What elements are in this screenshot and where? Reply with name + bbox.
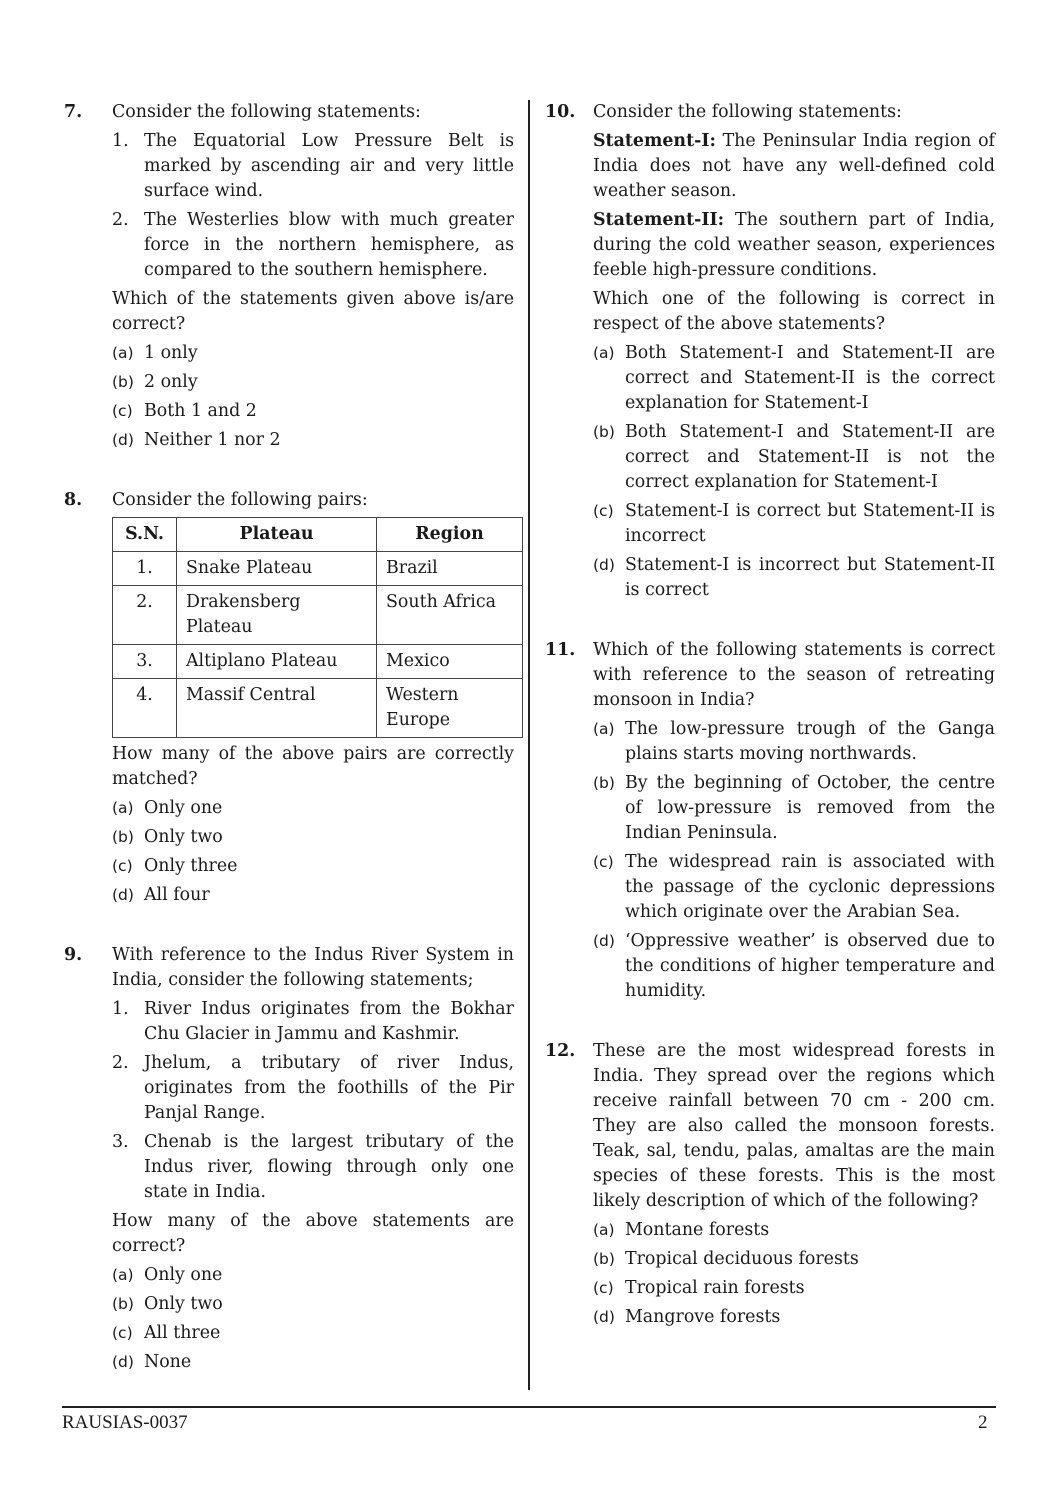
table-cell: South Africa bbox=[377, 586, 523, 645]
statement-list bbox=[112, 129, 514, 283]
option-text: All three bbox=[144, 1323, 221, 1343]
option-text: By the beginning of October, the centre of low-pressure is removed from the Indian Peninsula. bbox=[625, 773, 995, 843]
question-11 bbox=[545, 638, 995, 1004]
question-stem: Consider the following statements: bbox=[112, 102, 421, 122]
question-7 bbox=[64, 100, 514, 453]
option-letter: (c) bbox=[593, 502, 614, 520]
option-letter: (d) bbox=[112, 431, 134, 449]
option-c bbox=[593, 499, 995, 549]
pairs-table bbox=[112, 517, 523, 738]
option-text: 2 only bbox=[144, 372, 198, 392]
option-text: The low-pressure trough of the Ganga plains starts moving northwards. bbox=[625, 719, 995, 764]
statement-item bbox=[112, 208, 514, 283]
option-a bbox=[593, 1218, 995, 1243]
option-letter: (b) bbox=[593, 1250, 615, 1268]
question-number: 11. bbox=[545, 640, 576, 660]
option-letter: (b) bbox=[112, 828, 134, 846]
document-code: RAUSIAS-0037 bbox=[62, 1412, 188, 1433]
right-column bbox=[545, 100, 995, 1334]
table-cell: 3. bbox=[113, 645, 177, 679]
option-text: Montane forests bbox=[625, 1220, 770, 1240]
statement-1 bbox=[593, 129, 995, 204]
statement-label: Statement-I: bbox=[593, 131, 716, 151]
table-cell: Snake Plateau bbox=[177, 552, 377, 586]
option-text: Statement-I is correct but Statement-II is incorrect bbox=[625, 501, 995, 546]
statement-item bbox=[112, 1051, 514, 1126]
statement-number: 3. bbox=[112, 1132, 129, 1152]
option-letter: (d) bbox=[593, 556, 615, 574]
question-12 bbox=[545, 1039, 995, 1330]
table-row bbox=[113, 552, 523, 586]
option-a bbox=[593, 341, 995, 416]
option-letter: (b) bbox=[593, 423, 615, 441]
column-divider bbox=[528, 100, 530, 1390]
footer-rule bbox=[62, 1406, 996, 1408]
option-d bbox=[593, 929, 995, 1004]
option-b bbox=[112, 370, 514, 395]
statement-item bbox=[112, 997, 514, 1047]
option-text: All four bbox=[144, 885, 210, 905]
question-stem: Consider the following pairs: bbox=[112, 490, 368, 510]
option-text: Neither 1 nor 2 bbox=[144, 430, 281, 450]
question-number: 8. bbox=[64, 490, 83, 510]
question-stem: With reference to the Indus River System in India, consider the following statements; bbox=[112, 945, 514, 990]
option-text: Both Statement-I and Statement-II are correct and Statement-II is the correct explanation for Statement-I bbox=[625, 343, 995, 413]
table-cell: Massif Central bbox=[177, 679, 377, 738]
option-text: Only two bbox=[144, 1294, 223, 1314]
table-cell: 1. bbox=[113, 552, 177, 586]
question-stem: Which of the following statements is correct with reference to the season of retreating monsoon in India? bbox=[593, 640, 995, 710]
option-letter: (c) bbox=[593, 853, 614, 871]
table-row bbox=[113, 679, 523, 738]
option-letter: (d) bbox=[593, 1308, 615, 1326]
option-letter: (c) bbox=[112, 857, 133, 875]
option-letter: (a) bbox=[593, 720, 615, 738]
option-text: The widespread rain is associated with the passage of the cyclonic depressions which originate over the Arabian Sea. bbox=[625, 852, 995, 922]
option-text: Tropical rain forests bbox=[625, 1278, 805, 1298]
option-d bbox=[593, 553, 995, 603]
question-number: 9. bbox=[64, 945, 83, 965]
statement-text: The Peninsular India region of India does not have any well-defined cold weather season. bbox=[593, 131, 995, 201]
option-a bbox=[593, 717, 995, 767]
page-number: 2 bbox=[978, 1412, 988, 1433]
option-letter: (a) bbox=[112, 344, 134, 362]
option-text: ‘Oppressive weather’ is observed due to the conditions of higher temperature and humidity. bbox=[625, 931, 995, 1001]
question-9 bbox=[64, 943, 514, 1375]
statement-text: Jhelum, a tributary of river Indus, originates from the foothills of the Pir Panjal Range. bbox=[144, 1053, 514, 1123]
option-a bbox=[112, 341, 514, 366]
option-letter: (c) bbox=[112, 1324, 133, 1342]
option-d bbox=[112, 883, 514, 908]
option-c bbox=[112, 399, 514, 424]
option-letter: (b) bbox=[112, 373, 134, 391]
option-letter: (a) bbox=[112, 799, 134, 817]
option-letter: (a) bbox=[593, 1221, 615, 1239]
option-text: Only three bbox=[144, 856, 238, 876]
question-ask: Which of the statements given above is/are correct? bbox=[112, 289, 514, 334]
statement-label: Statement-II: bbox=[593, 210, 725, 230]
question-number: 12. bbox=[545, 1041, 576, 1061]
table-cell: Drakensberg Plateau bbox=[177, 586, 377, 645]
option-text: None bbox=[144, 1352, 192, 1372]
statement-text: The Westerlies blow with much greater force in the northern hemisphere, as compared to the southern hemisphere. bbox=[144, 210, 514, 280]
option-text: Only one bbox=[144, 1265, 223, 1285]
option-b bbox=[593, 771, 995, 846]
statement-number: 2. bbox=[112, 210, 129, 230]
table-header-cell: S.N. bbox=[113, 518, 177, 552]
option-text: Both Statement-I and Statement-II are correct and Statement-II is not the correct explanation for Statement-I bbox=[625, 422, 995, 492]
option-c bbox=[112, 1321, 514, 1346]
option-b bbox=[112, 1292, 514, 1317]
option-letter: (a) bbox=[593, 344, 615, 362]
option-b bbox=[593, 1247, 995, 1272]
option-b bbox=[112, 825, 514, 850]
option-d bbox=[112, 428, 514, 453]
question-stem: These are the most widespread forests in India. They spread over the regions which receive rainfall between 70 cm - 200 cm. They are also called the monsoon forests. Teak, sal, tendu, palas, amaltas are the main species of these forests. This is the most likely description of which of the following? bbox=[593, 1041, 995, 1211]
option-text: Tropical deciduous forests bbox=[625, 1249, 859, 1269]
question-10 bbox=[545, 100, 995, 603]
option-text: Both 1 and 2 bbox=[144, 401, 257, 421]
option-c bbox=[593, 1276, 995, 1301]
statement-list bbox=[112, 997, 514, 1205]
option-text: Statement-I is incorrect but Statement-II is correct bbox=[625, 555, 995, 600]
statement-number: 1. bbox=[112, 131, 129, 151]
statement-text: The southern part of India, during the cold weather season, experiences feeble high-pressure conditions. bbox=[593, 210, 995, 280]
option-text: 1 only bbox=[144, 343, 198, 363]
question-number: 10. bbox=[545, 102, 576, 122]
table-cell: Mexico bbox=[377, 645, 523, 679]
option-letter: (b) bbox=[112, 1295, 134, 1313]
table-header-row bbox=[113, 518, 523, 552]
option-c bbox=[593, 850, 995, 925]
question-number: 7. bbox=[64, 102, 83, 122]
table-header-cell: Plateau bbox=[177, 518, 377, 552]
table-cell: 2. bbox=[113, 586, 177, 645]
statement-number: 2. bbox=[112, 1053, 129, 1073]
option-a bbox=[112, 796, 514, 821]
statement-number: 1. bbox=[112, 999, 129, 1019]
table-row bbox=[113, 645, 523, 679]
statement-item bbox=[112, 129, 514, 204]
question-stem: Consider the following statements: bbox=[593, 102, 902, 122]
option-c bbox=[112, 854, 514, 879]
question-8 bbox=[64, 488, 514, 908]
statement-text: The Equatorial Low Pressure Belt is marked by ascending air and very little surface wind. bbox=[144, 131, 514, 201]
option-d bbox=[112, 1350, 514, 1375]
left-column bbox=[64, 100, 514, 1379]
option-text: Mangrove forests bbox=[625, 1307, 781, 1327]
option-d bbox=[593, 1305, 995, 1330]
option-letter: (c) bbox=[112, 402, 133, 420]
option-letter: (d) bbox=[112, 1353, 134, 1371]
option-letter: (d) bbox=[593, 932, 615, 950]
question-ask: Which one of the following is correct in respect of the above statements? bbox=[593, 289, 995, 334]
statement-2 bbox=[593, 208, 995, 283]
option-a bbox=[112, 1263, 514, 1288]
statement-item bbox=[112, 1130, 514, 1205]
option-b bbox=[593, 420, 995, 495]
option-letter: (a) bbox=[112, 1266, 134, 1284]
table-cell: Brazil bbox=[377, 552, 523, 586]
statement-text: River Indus originates from the Bokhar Chu Glacier in Jammu and Kashmir. bbox=[144, 999, 514, 1044]
statement-text: Chenab is the largest tributary of the Indus river, flowing through only one state in India. bbox=[144, 1132, 514, 1202]
table-header-cell: Region bbox=[377, 518, 523, 552]
option-text: Only two bbox=[144, 827, 223, 847]
table-cell: Western Europe bbox=[377, 679, 523, 738]
question-ask: How many of the above statements are correct? bbox=[112, 1211, 514, 1256]
option-letter: (b) bbox=[593, 774, 615, 792]
table-row bbox=[113, 586, 523, 645]
option-letter: (d) bbox=[112, 886, 134, 904]
table-cell: Altiplano Plateau bbox=[177, 645, 377, 679]
option-letter: (c) bbox=[593, 1279, 614, 1297]
question-ask: How many of the above pairs are correctly matched? bbox=[112, 744, 514, 789]
table-cell: 4. bbox=[113, 679, 177, 738]
option-text: Only one bbox=[144, 798, 223, 818]
